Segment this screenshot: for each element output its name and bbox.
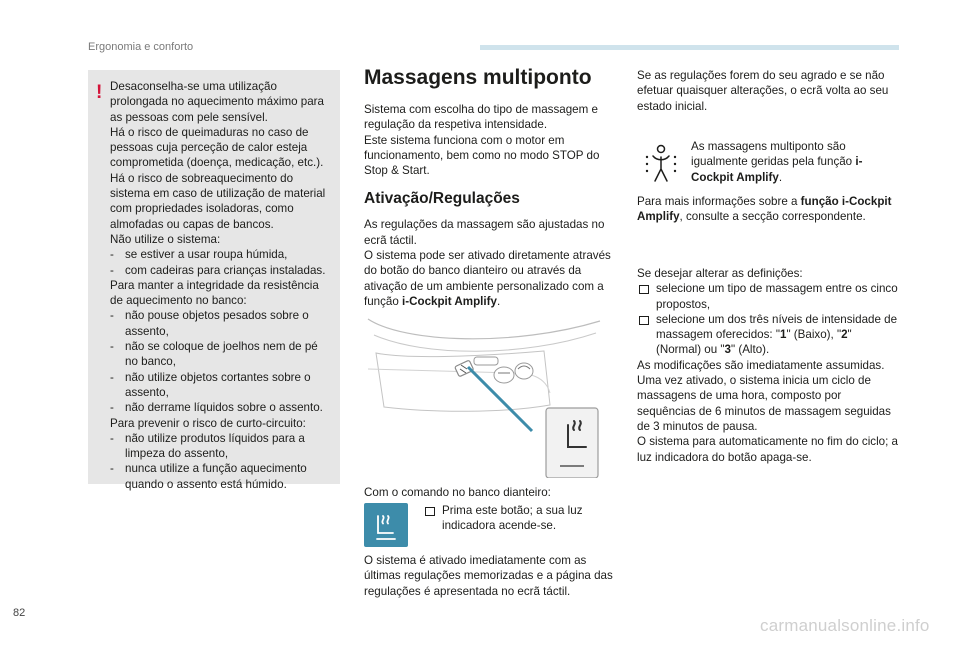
list-item: - não se coloque de joelhos nem de pé no banco,: [110, 339, 332, 370]
main-column: [364, 66, 614, 309]
warning-line: Há o risco de sobreaquecimento do sistema em caso de utilização de material com propriedades isoladoras, como almofadas ou capas de bancos.: [110, 171, 326, 231]
list-item-text: " (Normal) ou ": [656, 328, 852, 357]
list-item: - não derrame líquidos sobre o assento.: [110, 400, 332, 415]
warning-line: Para prevenir o risco de curto-circuito:: [110, 416, 306, 430]
seat-cushion-line: [374, 333, 596, 351]
note: [691, 139, 891, 185]
paragraph: Sistema com escolha do tipo de massagem e regulação da respetiva intensidade.: [364, 103, 598, 132]
massage-person-icon: [643, 143, 679, 185]
note-text: As massagens multiponto são igualmente geridas pela função: [691, 140, 856, 169]
section-heading: Ativação/Regulações: [364, 190, 520, 208]
seat-massage-button: [364, 503, 408, 547]
list-item: - não utilize objetos cortantes sobre o assento,: [110, 370, 332, 401]
list-item-text: " (Alto).: [731, 343, 770, 357]
seat-controls-illustration: [364, 313, 606, 478]
massage-button-icon: [364, 503, 408, 547]
list-item: - não utilize produtos líquidos para a limpeza do assento,: [110, 431, 332, 462]
header-bar: [480, 45, 899, 50]
function-name: i-Cockpit Amplify: [402, 294, 497, 308]
list-item: - se estiver a usar roupa húmida,: [110, 247, 332, 262]
paragraph-text: , consulte a secção correspondente.: [679, 210, 866, 224]
list-item-text: selecione um dos três níveis de intensidade de massagem oferecidos: ": [656, 312, 898, 342]
function-name: i-Cockpit Amplify: [691, 155, 863, 184]
paragraph: Este sistema funciona com o motor em funcionamento, bem como no modo STOP do Stop & Start.: [364, 133, 600, 178]
intensity-level: 3: [724, 343, 731, 357]
paragraph-text: Para mais informações sobre a: [637, 195, 801, 208]
warning-line: Desaconselha-se uma utilização prolongada no aquecimento máximo para as pessoas com pele sensível.: [110, 80, 324, 124]
press-instruction: Prima este botão; a sua luz indicadora acende-se.: [423, 503, 613, 534]
paragraph: Se as regulações forem do seu agrado e se não efetuar quaisquer alterações, o ecrã volta ao seu estado inicial.: [637, 69, 889, 113]
seat-adjust-control: [474, 357, 498, 365]
list-item: [637, 312, 899, 358]
paragraph-text: O sistema pode ser ativado diretamente através do botão do banco dianteiro ou através da ativação de um ambiente personalizado com a função: [364, 249, 611, 308]
paragraph: O sistema para automaticamente no fim do ciclo; a luz indicadora do botão apaga-se.: [637, 435, 898, 464]
list-item: - com cadeiras para crianças instaladas.: [110, 263, 332, 278]
paragraph: As regulações da massagem são ajustadas no ecrã táctil.: [364, 218, 605, 247]
warning-line: Não utilize o sistema:: [110, 232, 221, 246]
list-item: selecione um tipo de massagem entre os cinco propostos,: [637, 281, 899, 312]
settings-section: [637, 266, 899, 465]
page-title: Massagens multiponto: [364, 66, 592, 89]
paragraph-text: .: [496, 294, 501, 308]
seat-side-panel: [376, 351, 550, 411]
function-name: função i-Cockpit Amplify: [637, 195, 892, 224]
intensity-level: 1: [779, 328, 787, 342]
command-label: Com o comando no banco dianteiro:: [364, 486, 551, 499]
paragraph: [364, 248, 614, 309]
zoomed-massage-button: [546, 408, 598, 478]
list-item: - nunca utilize a função aquecimento quando o assento está húmido.: [110, 461, 332, 492]
watermark: carmanualsonline.info: [760, 616, 930, 635]
paragraph: Se desejar alterar as definições:: [637, 267, 803, 280]
list-item: - não pouse objetos pesados sobre o assento,: [110, 308, 332, 339]
warning-exclamation-icon: !: [96, 82, 103, 103]
warning-line: Para manter a integridade da resistência de aquecimento no banco:: [110, 278, 319, 308]
section-title: Ergonomia e conforto: [88, 41, 194, 53]
seat-cushion-line: [368, 319, 600, 339]
intensity-level: 2: [841, 328, 848, 342]
paragraph: Uma vez ativado, o sistema inicia um ciclo de massagens de uma hora, composto por sequências de 6 minutos de massagem seguidas de 3 minutos de pausa.: [637, 374, 891, 433]
paragraph: O sistema é ativado imediatamente com as últimas regulações memorizadas e a página das regulações é apresentada no ecrã táctil.: [364, 554, 613, 598]
paragraph: [637, 194, 899, 225]
list-item-text: " (Baixo), ": [786, 328, 842, 342]
paragraph: As modificações são imediatamente assumidas.: [637, 358, 885, 372]
warning-line: Há o risco de queimaduras no caso de pessoas cuja perceção de calor esteja comprometida (doença, medicação, etc.).: [110, 125, 324, 170]
seat-adjust-control: [515, 363, 533, 379]
note-text: .: [778, 170, 783, 184]
seat-adjust-control: [494, 367, 514, 383]
page-number: 82: [13, 607, 26, 619]
warning-box: [88, 70, 340, 491]
